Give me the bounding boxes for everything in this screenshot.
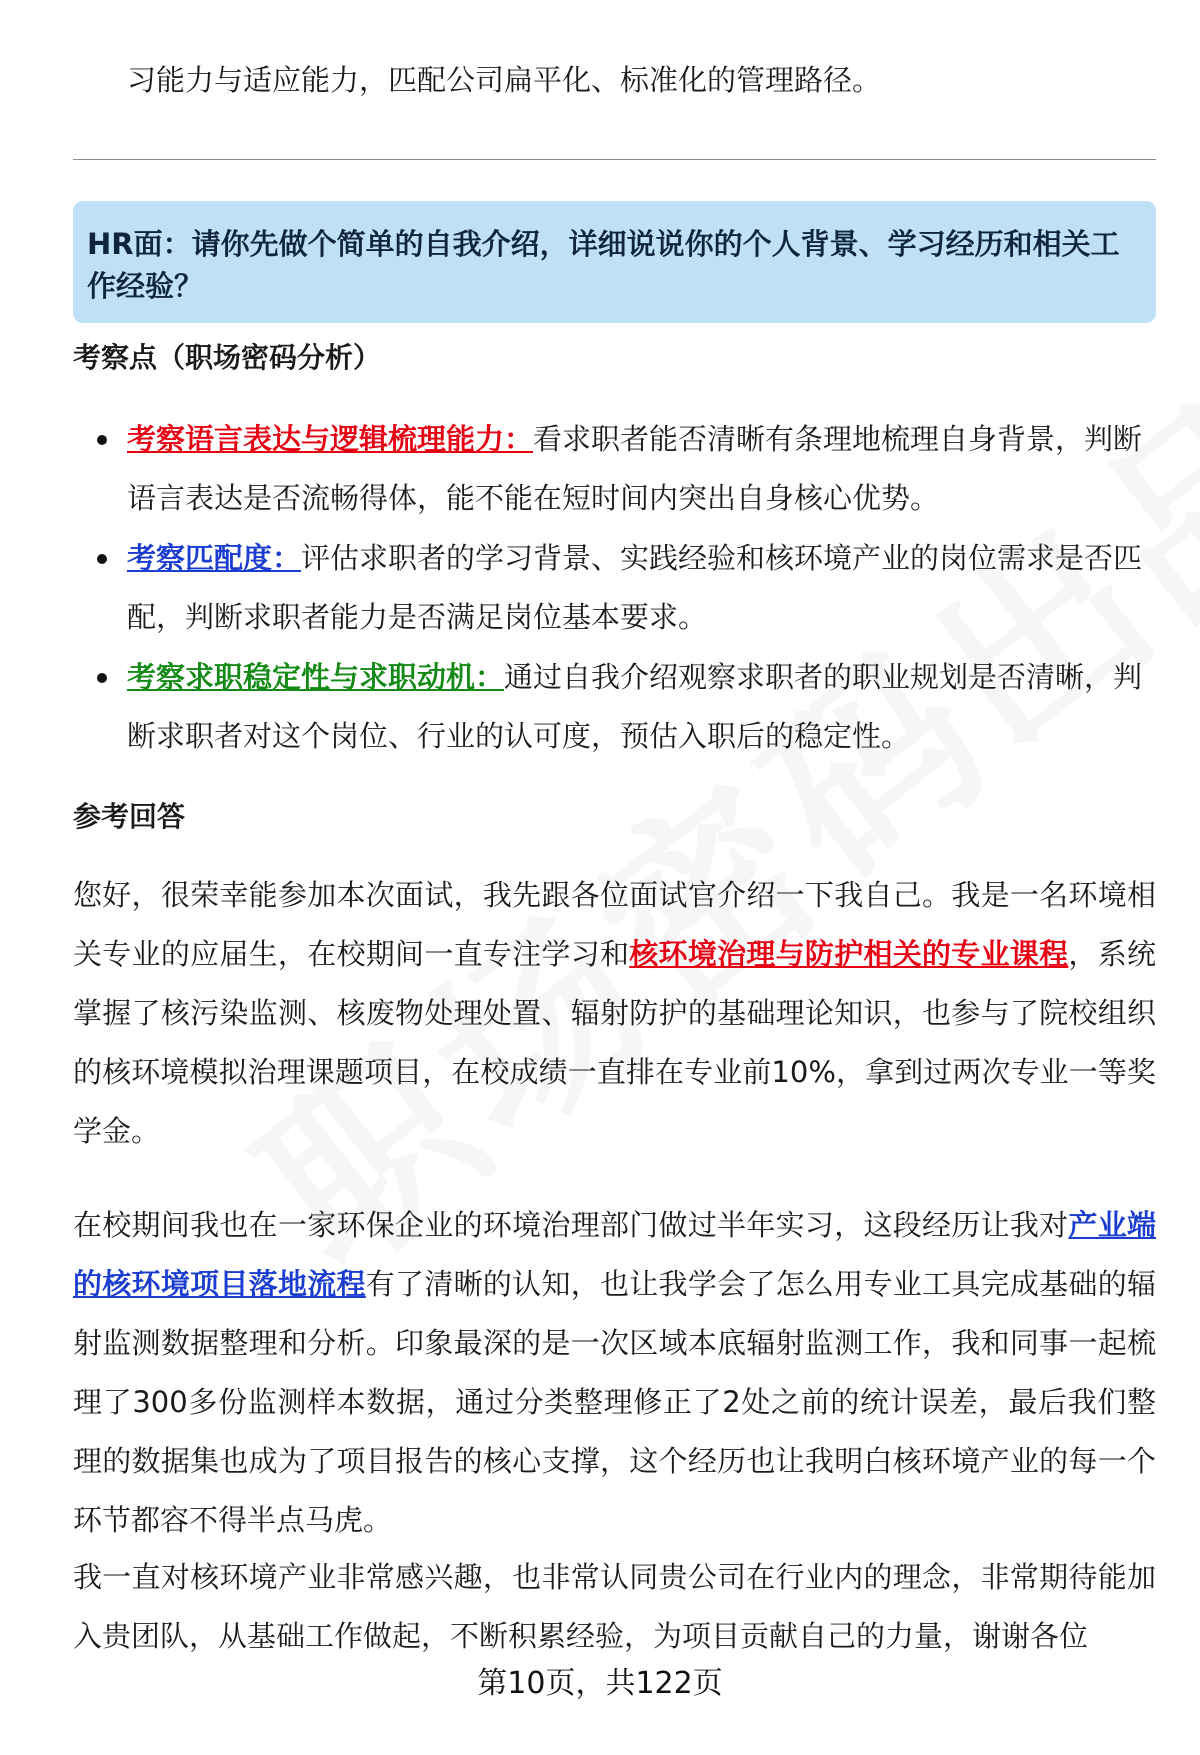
point-text: 评估求职者的学习背景、实践经验和核环境产业的岗位需求是否匹配，判断求职者能力是否满足岗位基本要求。 [127, 541, 1143, 634]
answer-highlight: 产业端的核环境项目落地流程 [73, 1208, 1156, 1301]
hr-question: HR面：请你先做个简单的自我介绍，详细说说你的个人背景、学习经历和相关工作经验？ [87, 227, 1120, 303]
answer-paragraph-1 [73, 866, 1156, 1161]
answer-highlight: 核环境治理与防护相关的专业课程 [629, 937, 1069, 971]
continued-text: 习能力与适应能力，匹配公司扁平化、标准化的管理路径。 [127, 63, 882, 97]
answer-text: 您好，很荣幸能参加本次面试，我先跟各位面试官介绍一下我自己。我是一名环境相关专业的应届生，在校期间一直专注学习和 [73, 878, 1156, 971]
answer-text: 在校期间我也在一家环保企业的环境治理部门做过半年实习，这段经历让我对 [73, 1208, 1069, 1242]
list-item [127, 648, 1147, 766]
point-text: 看求职者能否清晰有条理地梳理自身背景，判断语言表达是否流畅得体，能不能在短时间内突出自身核心优势。 [127, 422, 1143, 515]
points-section-title: 考察点（职场密码分析） [73, 341, 382, 374]
point-keyword: 考察匹配度： [127, 541, 302, 575]
point-text: 通过自我介绍观察求职者的职业规划是否清晰，判断求职者对这个岗位、行业的认可度，预估入职后的稳定性。 [127, 660, 1143, 753]
page-number: 第10页，共122页 [477, 1666, 723, 1701]
answer-paragraph-2 [73, 1196, 1156, 1550]
answer-paragraph-3: 我一直对核环境产业非常感兴趣，也非常认同贵公司在行业内的理念，非常期待能加入贵团队，从基础工作做起，不断积累经验，为项目贡献自己的力量，谢谢各位 [73, 1560, 1156, 1653]
bullet-icon [97, 554, 107, 564]
bullet-icon [97, 673, 107, 683]
point-keyword: 考察语言表达与逻辑梳理能力： [127, 422, 534, 456]
answer-text: 有了清晰的认知，也让我学会了怎么用专业工具完成基础的辐射监测数据整理和分析。印象最深的是一次区域本底辐射监测工作，我和同事一起梳理了300多份监测样本数据，通过分类整理修正了2处之前的统计误差，最后我们整理的数据集也成为了项目报告的核心支撑，这个经历也让我明白核环境产业的每一个环节都容不得半点马虎。 [73, 1267, 1156, 1537]
hr-question-box [73, 201, 1156, 323]
section-divider [73, 159, 1156, 160]
list-item [127, 529, 1147, 647]
list-item [127, 410, 1147, 528]
points-list [127, 410, 1147, 767]
bullet-icon [97, 435, 107, 445]
answer-text: ，系统掌握了核污染监测、核废物处理处置、辐射防护的基础理论知识，也参与了院校组织的核环境模拟治理课题项目，在校成绩一直排在专业前10%，拿到过两次专业一等奖学金。 [73, 937, 1156, 1148]
point-keyword: 考察求职稳定性与求职动机： [127, 660, 505, 694]
answer-section-title: 参考回答 [73, 800, 186, 833]
